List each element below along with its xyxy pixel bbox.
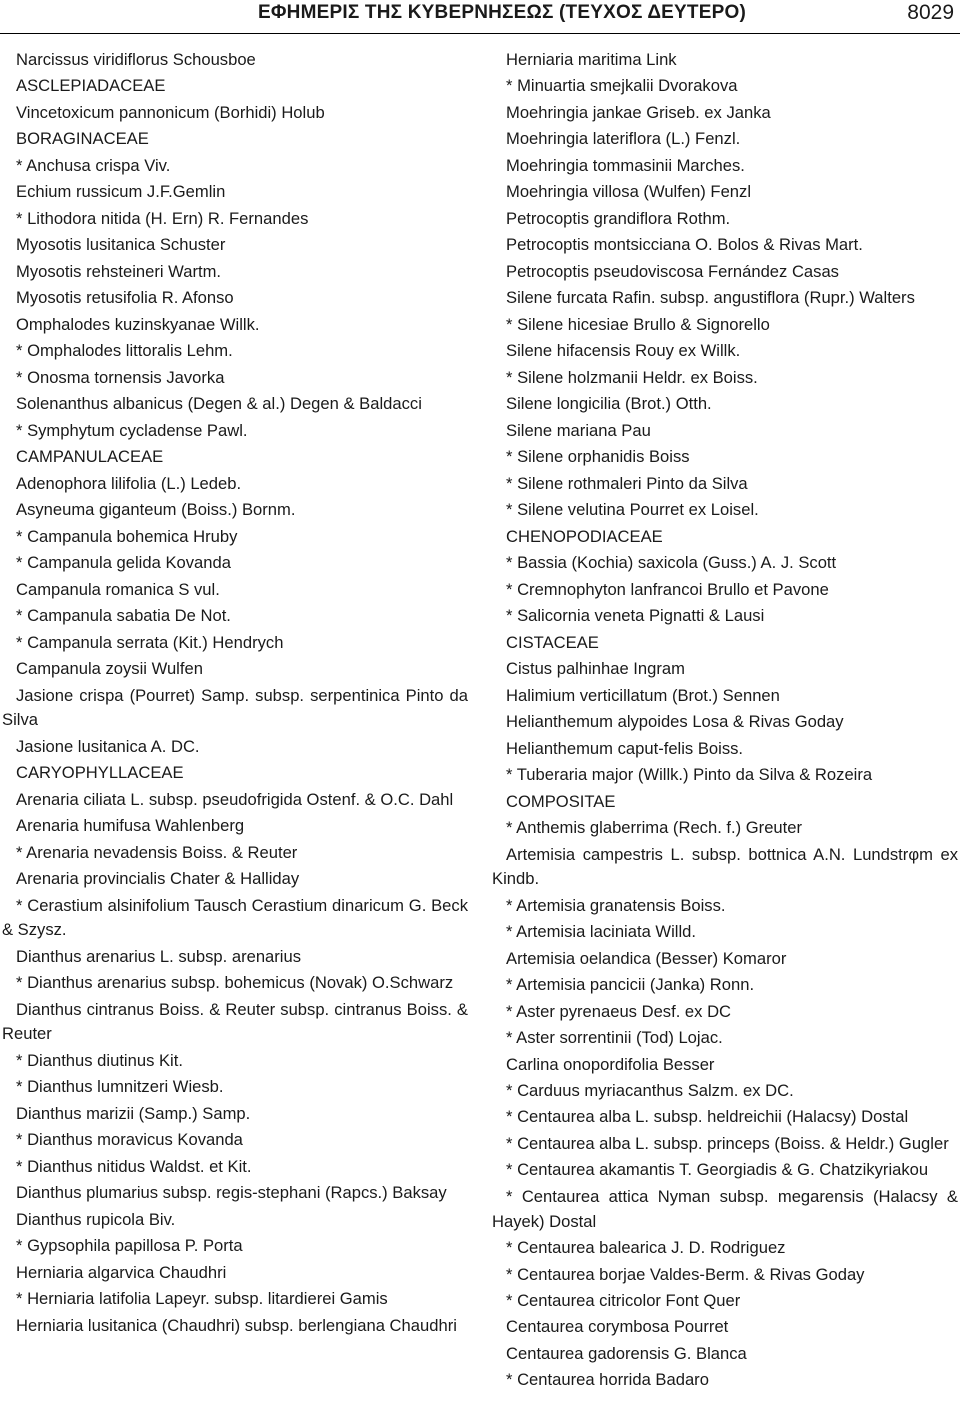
species-entry: * Gypsophila papillosa P. Porta	[16, 1236, 243, 1256]
species-entry: * Silene velutina Pourret ex Loisel.	[506, 500, 759, 520]
species-entry: * Onosma tornensis Javorka	[16, 367, 225, 387]
species-entry: * Dianthus moravicus Kovanda	[16, 1130, 243, 1150]
species-entry: * Dianthus lumnitzeri Wiesb.	[16, 1077, 224, 1097]
species-entry: Moehringia villosa (Wulfen) Fenzl	[506, 182, 752, 202]
species-entry: * Herniaria latifolia Lapeyr. subsp. litardierei Gamis	[16, 1289, 388, 1309]
species-entry: * Campanula bohemica Hruby	[16, 526, 238, 546]
species-entry: * Aster pyrenaeus Desf. ex DC	[506, 1001, 732, 1021]
species-entry: * Centaurea citricolor Font Quer	[506, 1290, 741, 1310]
species-entry: Silene furcata Rafin. subsp. angustiflora (Rupr.) Walters	[506, 288, 915, 308]
species-entry: * Omphalodes littoralis Lehm.	[16, 341, 233, 361]
species-entry: * Campanula serrata (Kit.) Hendrych	[16, 632, 284, 652]
species-entry: * Centaurea akamantis T. Georgiadis & G. Chatzikyriakou	[506, 1160, 929, 1180]
species-entry: * Artemisia laciniata Willd.	[506, 922, 696, 942]
species-entry: CHENOPODIACEAE	[506, 526, 663, 546]
species-entry: * Silene orphanidis Boiss	[506, 447, 690, 467]
species-entry: * Symphytum cycladense Pawl.	[16, 420, 248, 440]
species-entry: * Centaurea balearica J. D. Rodriguez	[506, 1238, 786, 1258]
species-entry: ASCLEPIADACEAE	[16, 76, 166, 96]
right-column	[492, 48, 958, 1395]
species-entry: * Tuberaria major (Willk.) Pinto da Silva & Rozeira	[506, 765, 873, 785]
species-entry: Myosotis retusifolia R. Afonso	[16, 288, 234, 308]
species-entry: Cistus palhinhae Ingram	[506, 659, 685, 679]
species-entry: Herniaria maritima Link	[506, 50, 677, 69]
species-entry: * Salicornia veneta Pignatti & Lausi	[506, 606, 765, 626]
species-entry: Silene hifacensis Rouy ex Willk.	[506, 341, 741, 361]
species-entry: * Centaurea borjae Valdes-Berm. & Rivas Goday	[506, 1264, 865, 1284]
species-entry: * Campanula sabatia De Not.	[16, 606, 231, 626]
species-entry: Campanula zoysii Wulfen	[16, 659, 203, 679]
species-entry: Silene mariana Pau	[506, 420, 651, 440]
species-entry: * Centaurea horrida Badaro	[506, 1370, 709, 1390]
species-entry: * Dianthus nitidus Waldst. et Kit.	[16, 1156, 252, 1176]
left-column	[2, 48, 468, 1340]
species-entry: CISTACEAE	[506, 632, 599, 652]
species-entry: Arenaria provincialis Chater & Halliday	[16, 869, 300, 889]
page-header	[0, 0, 960, 32]
species-entry: Moehringia lateriflora (L.) Fenzl.	[506, 129, 741, 149]
species-entry: * Dianthus diutinus Kit.	[16, 1050, 183, 1070]
species-entry: * Lithodora nitida (H. Ern) R. Fernandes	[16, 208, 309, 228]
species-entry: Petrocoptis grandiflora Rothm.	[506, 208, 731, 228]
species-entry: Petrocoptis montsicciana O. Bolos & Rivas Mart.	[506, 235, 863, 255]
species-entry: Helianthemum caput-felis Boiss.	[506, 738, 744, 758]
species-entry: Adenophora lilifolia (L.) Ledeb.	[16, 473, 242, 493]
species-entry: Vincetoxicum pannonicum (Borhidi) Holub	[16, 102, 325, 122]
species-entry: Myosotis lusitanica Schuster	[16, 235, 226, 255]
species-entry: Dianthus marizii (Samp.) Samp.	[16, 1103, 251, 1123]
species-entry: Arenaria humifusa Wahlenberg	[16, 816, 245, 836]
species-entry: Moehringia jankae Griseb. ex Janka	[506, 102, 771, 122]
species-entry: Jasione lusitanica A. DC.	[16, 736, 200, 756]
species-entry: Dianthus rupicola Biv.	[16, 1209, 176, 1229]
species-entry: Dianthus plumarius subsp. regis-stephani (Rapcs.) Baksay	[16, 1183, 447, 1203]
species-entry: Centaurea gadorensis G. Blanca	[506, 1343, 747, 1363]
species-entry: * Carduus myriacanthus Salzm. ex DC.	[506, 1081, 794, 1100]
species-entry: Herniaria algarvica Chaudhri	[16, 1262, 227, 1282]
species-entry: Myosotis rehsteineri Wartm.	[16, 261, 222, 281]
species-entry: * Silene holzmanii Heldr. ex Boiss.	[506, 367, 758, 387]
species-entry: * Campanula gelida Kovanda	[16, 553, 231, 573]
page-number: 8029	[907, 1, 954, 24]
species-entry: Helianthemum alypoides Losa & Rivas Goday	[506, 712, 844, 732]
species-entry: * Centaurea alba L. subsp. heldreichii (Halacsy) Dostal	[506, 1107, 909, 1127]
species-entry: Campanula romanica S vul.	[16, 579, 220, 599]
species-entry: CARYOPHYLLACEAE	[16, 763, 184, 783]
species-entry: * Cerastium alsinifolium Tausch Cerastium dinaricum G. Beck & Szysz.	[2, 895, 468, 940]
species-entry: Silene longicilia (Brot.) Otth.	[506, 394, 712, 414]
species-entry: Artemisia campestris L. subsp. bottnica A.N. Lundstrφm ex Kindb.	[492, 844, 958, 889]
species-entry: * Anchusa crispa Viv.	[16, 155, 171, 175]
species-entry: Solenanthus albanicus (Degen & al.) Degen & Baldacci	[16, 394, 422, 414]
species-entry: Artemisia oelandica (Besser) Komaror	[506, 948, 787, 968]
species-entry: * Aster sorrentinii (Tod) Lojac.	[506, 1028, 723, 1048]
species-entry: Narcissus viridiflorus Schousboe	[16, 50, 256, 69]
species-entry: Echium russicum J.F.Gemlin	[16, 182, 226, 202]
species-entry: CAMPANULACEAE	[16, 447, 164, 467]
species-entry: * Silene rothmaleri Pinto da Silva	[506, 473, 748, 493]
species-entry: * Artemisia granatensis Boiss.	[506, 895, 726, 915]
species-entry: Dianthus cintranus Boiss. & Reuter subsp. cintranus Boiss. & Reuter	[2, 999, 468, 1044]
species-entry: BORAGINACEAE	[16, 129, 149, 149]
species-entry: * Artemisia pancicii (Janka) Ronn.	[506, 975, 755, 995]
species-entry: COMPOSITAE	[506, 791, 616, 811]
species-entry: * Centaurea alba L. subsp. princeps (Boiss. & Heldr.) Gugler	[506, 1133, 949, 1153]
species-entry: Petrocoptis pseudoviscosa Fernández Casas	[506, 261, 839, 281]
species-entry: Dianthus arenarius L. subsp. arenarius	[16, 946, 302, 966]
species-entry: Halimium verticillatum (Brot.) Sennen	[506, 685, 780, 705]
header-rule	[0, 33, 960, 34]
species-entry: * Anthemis glaberrima (Rech. f.) Greuter	[506, 818, 803, 838]
species-entry: * Bassia (Kochia) saxicola (Guss.) A. J. Scott	[506, 553, 837, 573]
species-entry: Arenaria ciliata L. subsp. pseudofrigida Ostenf. & O.C. Dahl	[16, 789, 454, 809]
species-entry: * Dianthus arenarius subsp. bohemicus (Novak) O.Schwarz	[16, 973, 454, 993]
species-entry: * Arenaria nevadensis Boiss. & Reuter	[16, 842, 298, 862]
gazette-title: ΕΦΗΜΕΡΙΣ ΤΗΣ ΚΥΒΕΡΝΗΣΕΩΣ (ΤΕΥΧΟΣ ΔΕΥΤΕΡΟ)	[258, 2, 746, 23]
species-entry: * Minuartia smejkalii Dvorakova	[506, 76, 738, 96]
species-entry: Centaurea corymbosa Pourret	[506, 1317, 729, 1337]
species-entry: Carlina onopordifolia Besser	[506, 1054, 715, 1074]
species-entry: * Silene hicesiae Brullo & Signorello	[506, 314, 770, 334]
species-entry: Asyneuma giganteum (Boiss.) Bornm.	[16, 500, 296, 520]
species-entry: * Cremnophyton lanfrancoi Brullo et Pavone	[506, 579, 829, 599]
species-entry: Moehringia tommasinii Marches.	[506, 155, 745, 175]
species-entry: * Centaurea attica Nyman subsp. megarensis (Halacsy & Hayek) Dostal	[492, 1186, 958, 1231]
species-entry: Herniaria lusitanica (Chaudhri) subsp. berlengiana Chaudhri	[16, 1315, 457, 1335]
species-entry: Jasione crispa (Pourret) Samp. subsp. serpentinica Pinto da Silva	[2, 685, 468, 730]
species-entry: Omphalodes kuzinskyanae Willk.	[16, 314, 260, 334]
